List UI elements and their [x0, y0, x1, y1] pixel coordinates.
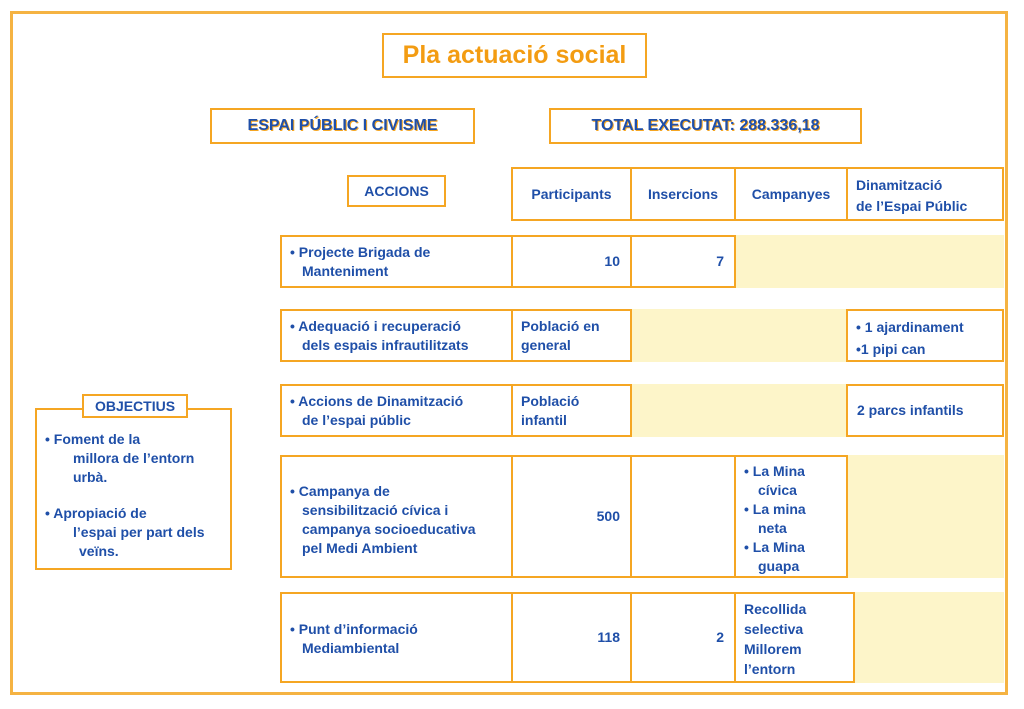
value-line: Millorem [744, 641, 802, 657]
value-line: • La Mina [744, 463, 805, 479]
action-line: dels espais infrautilitzats [302, 337, 469, 353]
objectiu-line: l’espai per part dels [73, 524, 205, 540]
objectiu-line: • Apropiació de [45, 505, 147, 521]
page-title: Pla actuació social [382, 33, 647, 78]
value-line: selectiva [744, 621, 804, 637]
action-line: • Adequació i recuperació [290, 318, 461, 334]
value-line: neta [758, 520, 787, 536]
value-line: guapa [758, 558, 800, 574]
insercions-value: 2 [630, 592, 736, 683]
total-executed: TOTAL EXECUTAT: 288.336,18 [549, 108, 862, 144]
column-header-participants: Participants [511, 167, 632, 221]
participants-value [511, 384, 632, 437]
column-header-campanyes: Campanyes [734, 167, 848, 221]
insercions-value: 7 [630, 235, 736, 288]
objectiu-item [45, 430, 222, 487]
action-line: Mediambiental [302, 640, 400, 656]
campanyes-value [734, 455, 848, 578]
value-line: • La mina [744, 501, 806, 517]
value-line: • 1 ajardinament [856, 319, 964, 335]
section-header: ESPAI PÚBLIC I CIVISME [210, 108, 475, 144]
participants-value: 500 [511, 455, 632, 578]
table-row-action [280, 455, 513, 578]
dinamitzacio-value: 2 parcs infantils [846, 384, 1004, 437]
insercions-value [630, 455, 736, 578]
objectius-box [35, 408, 232, 570]
action-line: • Campanya de [290, 483, 390, 499]
value-line: Recollida [744, 601, 807, 617]
table-row-action [280, 592, 513, 683]
objectiu-line: • Foment de la [45, 431, 141, 447]
campanyes-value [734, 592, 855, 683]
value-line: cívica [758, 482, 797, 498]
value-line: •1 pipi can [856, 341, 926, 357]
participants-value [511, 309, 632, 362]
table-row-action [280, 235, 513, 288]
action-line: Manteniment [302, 263, 389, 279]
objectiu-line: millora de l’entorn [73, 450, 195, 466]
value-line: general [521, 337, 571, 353]
table-row-action [280, 384, 513, 437]
value-line: l’entorn [744, 661, 796, 677]
value-line: • La Mina [744, 539, 805, 555]
value-line: Població en [521, 318, 600, 334]
participants-value: 10 [511, 235, 632, 288]
dinamitzacio-value [846, 309, 1004, 362]
action-line: • Punt d’informació [290, 621, 418, 637]
action-line: pel Medi Ambient [302, 540, 418, 556]
value-line: Població [521, 393, 580, 409]
objectiu-line: veïns. [79, 543, 119, 559]
action-line: campanya socioeducativa [302, 521, 476, 537]
objectius-label: OBJECTIUS [82, 394, 188, 418]
column-header-insercions: Insercions [630, 167, 736, 221]
objectiu-line: urbà. [73, 469, 108, 485]
header-line: de l’Espai Públic [856, 198, 968, 214]
column-header-dinamitzacio [846, 167, 1004, 221]
action-line: • Projecte Brigada de [290, 244, 431, 260]
table-row-action [280, 309, 513, 362]
action-line: sensibilització cívica i [302, 502, 449, 518]
header-line: Dinamització [856, 177, 943, 193]
accions-label: ACCIONS [347, 175, 446, 207]
value-line: infantil [521, 412, 567, 428]
objectiu-item [45, 504, 222, 561]
action-line: de l’espai públic [302, 412, 411, 428]
participants-value: 118 [511, 592, 632, 683]
action-line: • Accions de Dinamització [290, 393, 464, 409]
